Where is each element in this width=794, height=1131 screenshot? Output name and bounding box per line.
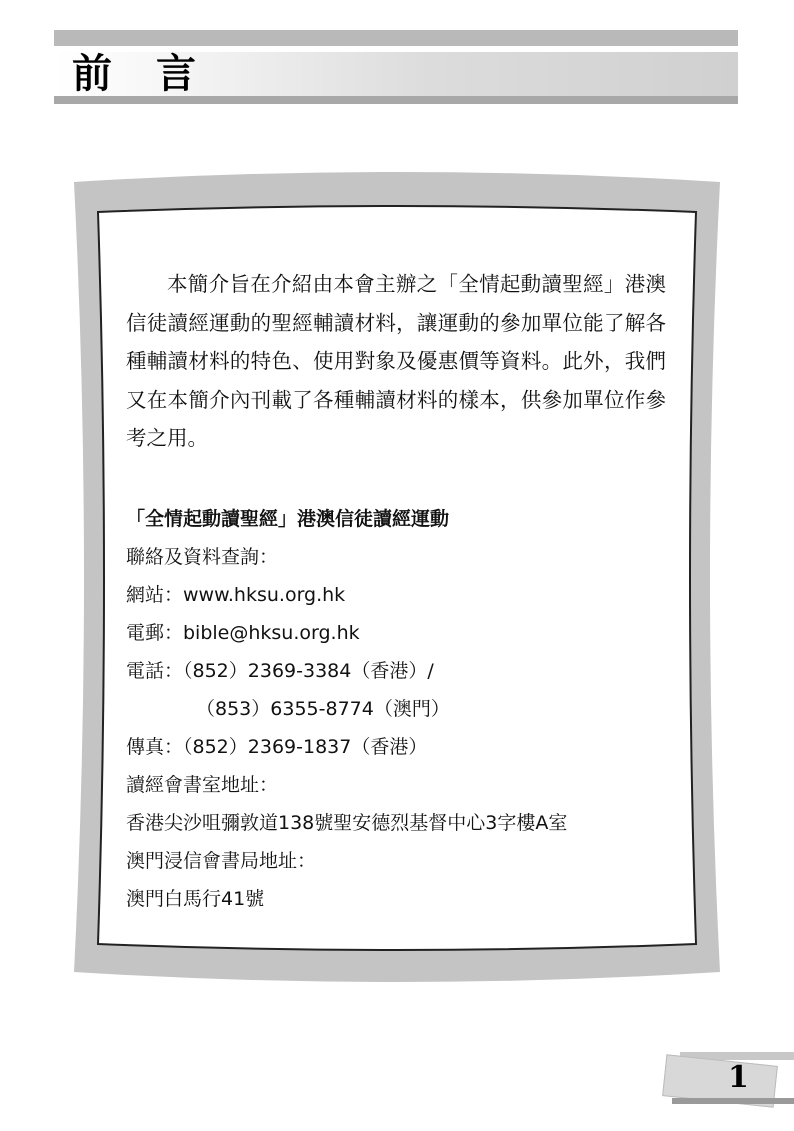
office-address: 香港尖沙咀彌敦道138號聖安德烈基督中心3字樓A室 bbox=[126, 812, 568, 834]
page-number-underline bbox=[672, 1098, 794, 1104]
phone-line-macau: （853）6355-8774（澳門） bbox=[196, 698, 450, 720]
website-line: 網站：www.hksu.org.hk bbox=[126, 584, 346, 606]
page-title: 前言 bbox=[72, 50, 240, 97]
fax-line: 傳真：（852）2369-1837（香港） bbox=[126, 736, 428, 758]
macau-address-label: 澳門浸信會書局地址： bbox=[126, 850, 317, 872]
office-address-label: 讀經會書室地址： bbox=[126, 774, 279, 796]
macau-address: 澳門白馬行41號 bbox=[126, 888, 265, 910]
org-name: 「全情起動讀聖經」港澳信徒讀經運動 bbox=[126, 508, 450, 530]
phone-line-hk: 電話：（852）2369-3384（香港）/ bbox=[126, 660, 434, 682]
email-line: 電郵：bible@hksu.org.hk bbox=[126, 622, 360, 644]
intro-section bbox=[126, 265, 666, 458]
intro-paragraph: 本簡介旨在介紹由本會主辦之「全情起動讀聖經」港澳信徒讀經運動的聖經輔讀材料，讓運動的參加單位能了解各種輔讀材料的特色、使用對象及優惠價等資料。此外，我們又在本簡介內刊載了各種輔讀材料的樣本，供參加單位作參考之用。 bbox=[126, 272, 666, 450]
contact-section bbox=[126, 500, 686, 918]
enquiry-label: 聯絡及資料查詢： bbox=[126, 546, 279, 568]
page-number: 1 bbox=[728, 1060, 749, 1095]
